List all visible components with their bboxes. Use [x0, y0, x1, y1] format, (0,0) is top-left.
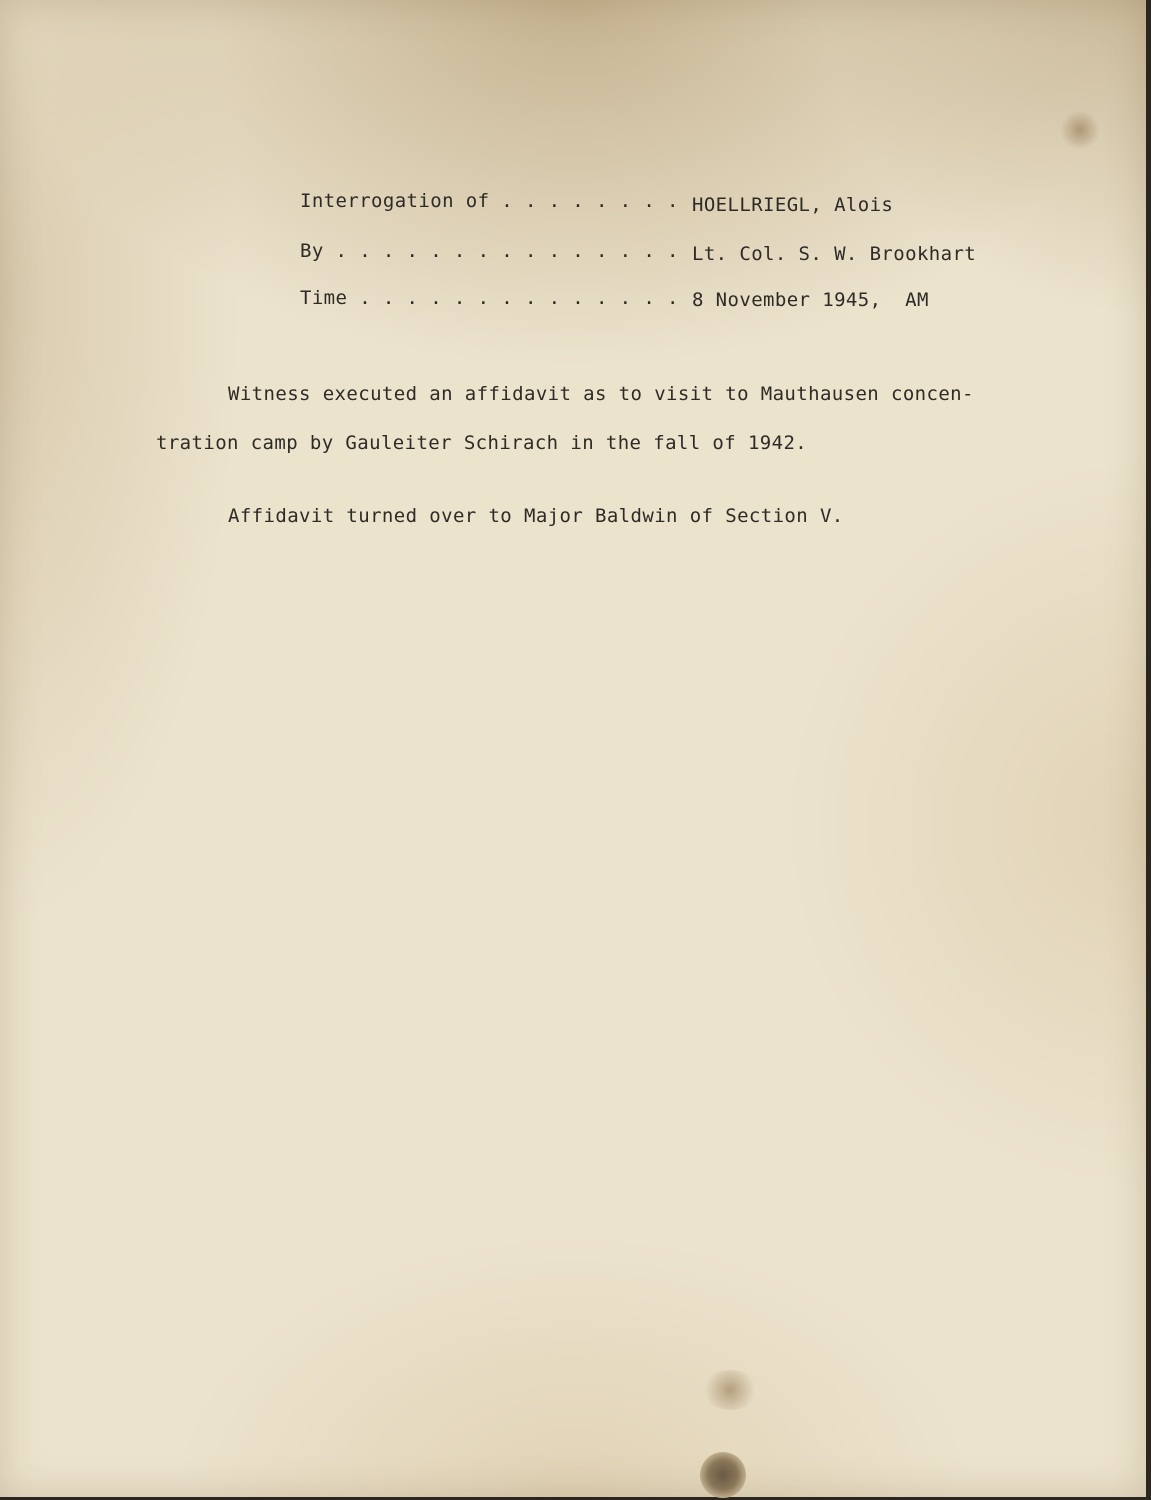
stain	[700, 1370, 760, 1410]
by-value: Lt. Col. S. W. Brookhart	[692, 243, 977, 265]
paragraph-1-line-2: tration camp by Gauleiter Schirach in the fall of 1942.	[156, 432, 808, 454]
by-label: By . . . . . . . . . . . . . . .	[300, 240, 679, 262]
interrogation-label: Interrogation of . . . . . . . .	[300, 190, 679, 212]
stain	[1060, 110, 1100, 150]
paragraph-1-line-1: Witness executed an affidavit as to visit to Mauthausen concen-	[228, 383, 974, 405]
interrogation-value: HOELLRIEGL, Alois	[692, 194, 894, 216]
punch-hole	[700, 1452, 746, 1498]
time-value: 8 November 1945, AM	[692, 289, 929, 311]
time-label: Time . . . . . . . . . . . . . .	[300, 287, 679, 309]
paragraph-2: Affidavit turned over to Major Baldwin of Section V.	[228, 505, 844, 527]
